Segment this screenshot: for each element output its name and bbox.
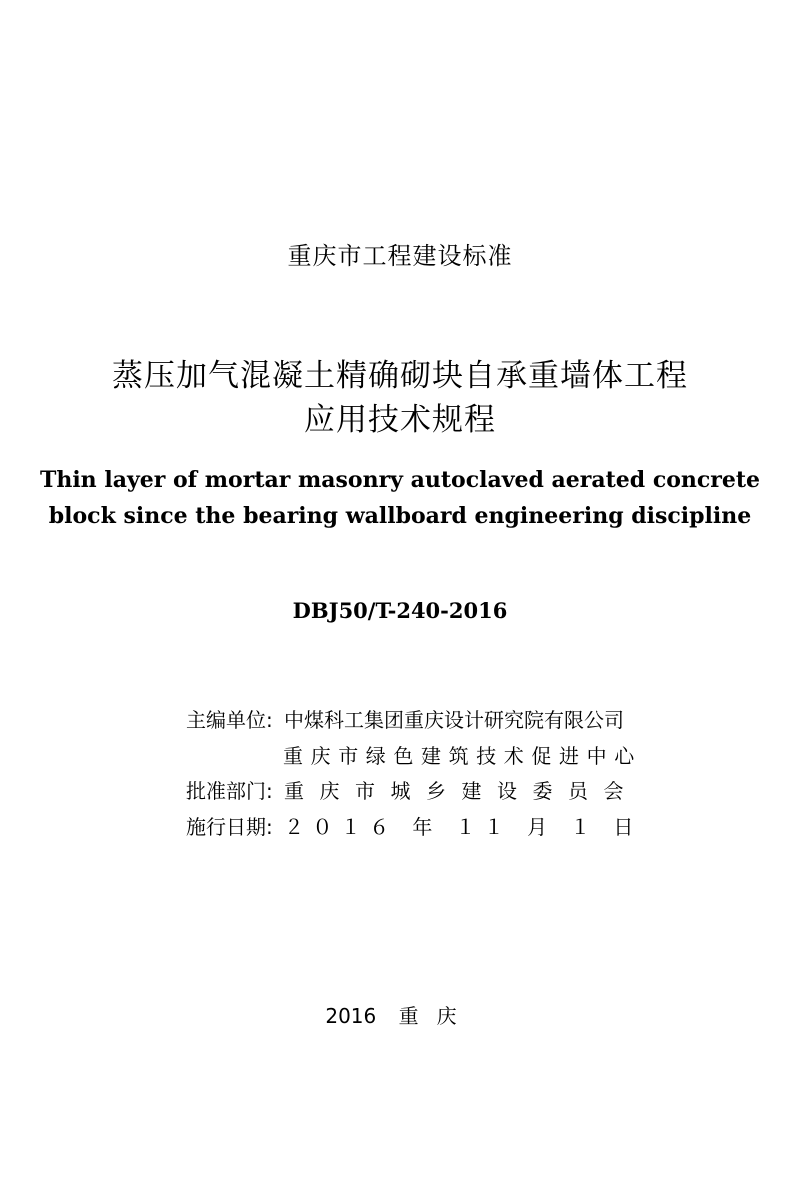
chinese-title-line-1: 蒸压加气混凝土精确砌块自承重墙体工程 (112, 358, 688, 394)
effective-date-value: ２０１６ 年 １１ 月 １ 日 (284, 815, 642, 839)
standard-series-title: 重庆市工程建设标准 (287, 242, 513, 270)
publication-year: 2016 (325, 1004, 377, 1028)
chief-editor-row (186, 704, 646, 732)
chief-editor-unit-1: 中煤科工集团重庆设计研究院有限公司 (284, 708, 624, 732)
english-title-line-2: block since the bearing wallboard engineering discipline (48, 503, 752, 529)
effective-date-label: 施行日期: (186, 815, 273, 839)
publication-footer (0, 1000, 800, 1029)
standard-code: DBJ50/T-240-2016 (292, 598, 508, 623)
approval-department-row (186, 775, 646, 803)
english-title-line-1: Thin layer of mortar masonry autoclaved aerated concrete (39, 467, 761, 493)
chief-editor-unit-2: 重庆市绿色建筑技术促进中心 (283, 744, 642, 768)
chief-editor-row-2 (283, 740, 643, 768)
publication-city: 重庆 (398, 1004, 475, 1028)
approval-department-label: 批准部门: (186, 779, 273, 803)
chief-editor-label: 主编单位: (186, 708, 273, 732)
effective-date-row (186, 811, 646, 839)
chinese-title-line-2: 应用技术规程 (304, 402, 496, 438)
approval-department-value: 重庆市城乡建设委员会 (284, 779, 639, 803)
